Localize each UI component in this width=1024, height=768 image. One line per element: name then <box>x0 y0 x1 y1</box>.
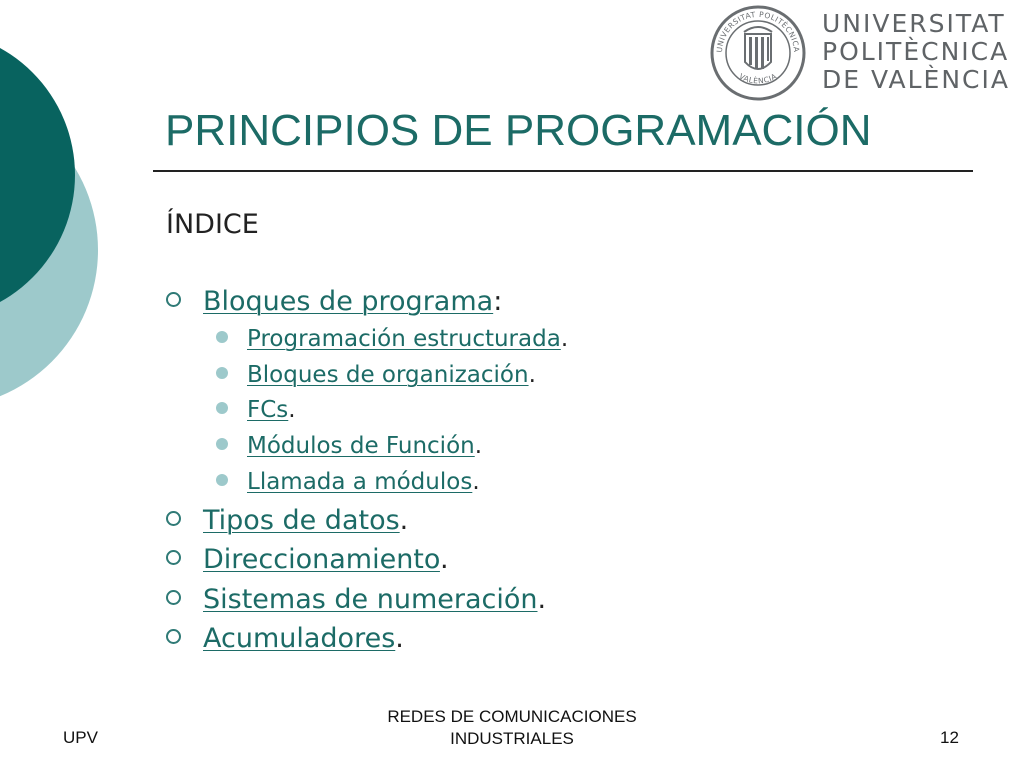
link-direccionamiento[interactable]: Direccionamiento <box>203 544 440 575</box>
ring-bullet-icon <box>166 292 181 307</box>
index-item-bloques-de-programa <box>166 286 502 317</box>
item-suffix: . <box>537 584 547 615</box>
index-item-llamada-a-modulos <box>216 469 480 495</box>
index-item-sistemas-de-numeracion <box>166 584 546 615</box>
footer-course-title-line2: INDUSTRIALES <box>450 729 574 748</box>
dot-bullet-icon <box>216 438 228 450</box>
item-suffix: . <box>560 326 569 352</box>
item-suffix: . <box>399 505 409 536</box>
index-item-modulos-de-funcion <box>216 433 482 459</box>
item-suffix: . <box>288 397 296 423</box>
seal-top-text: UNIVERSITAT POLITÈCNICA <box>714 9 802 53</box>
university-name-line2: POLITÈCNICA <box>822 37 1010 66</box>
decorative-circles <box>0 0 110 410</box>
dot-bullet-icon <box>216 474 228 486</box>
ring-bullet-icon <box>166 590 181 605</box>
link-programacion-estructurada[interactable]: Programación estructurada <box>247 326 561 352</box>
index-item-tipos-de-datos <box>166 505 408 536</box>
index-item-bloques-de-organizacion <box>216 362 536 388</box>
university-name-line1: UNIVERSITAT <box>822 9 1006 38</box>
dot-bullet-icon <box>216 367 228 379</box>
index-item-programacion-estructurada <box>216 326 568 352</box>
page-number: 12 <box>940 728 959 747</box>
footer-course-title <box>362 706 662 750</box>
index-item-fcs <box>216 397 296 423</box>
university-seal-icon <box>708 4 808 102</box>
footer-left-label: UPV <box>63 728 98 747</box>
ring-bullet-icon <box>166 511 181 526</box>
link-llamada-a-modulos[interactable]: Llamada a módulos <box>247 469 473 495</box>
item-suffix: . <box>395 623 404 654</box>
item-suffix: : <box>493 286 503 317</box>
link-tipos-de-datos[interactable]: Tipos de datos <box>203 505 400 536</box>
slide-title: PRINCIPIOS DE PROGRAMACIÓN <box>165 106 872 155</box>
link-bloques-de-programa[interactable]: Bloques de programa <box>203 286 494 317</box>
link-fcs[interactable]: FCs <box>247 397 289 423</box>
link-acumuladores[interactable]: Acumuladores <box>203 623 396 654</box>
university-name <box>822 10 1010 94</box>
link-modulos-de-funcion[interactable]: Módulos de Función <box>247 433 475 459</box>
ring-bullet-icon <box>166 550 181 565</box>
item-suffix: . <box>528 362 536 388</box>
index-item-acumuladores <box>166 623 404 654</box>
seal-bottom-text: VALÈNCIA <box>737 71 779 86</box>
dot-bullet-icon <box>216 402 228 414</box>
footer-course-title-line1: REDES DE COMUNICACIONES <box>387 707 637 726</box>
dot-bullet-icon <box>216 331 228 343</box>
university-name-line3: DE VALÈNCIA <box>822 65 1010 94</box>
title-divider <box>153 170 973 172</box>
index-heading: ÍNDICE <box>166 209 259 240</box>
item-suffix: . <box>472 469 480 495</box>
index-item-direccionamiento <box>166 544 449 575</box>
ring-bullet-icon <box>166 629 181 644</box>
link-sistemas-de-numeracion[interactable]: Sistemas de numeración <box>203 584 538 615</box>
link-bloques-de-organizacion[interactable]: Bloques de organización <box>247 362 529 388</box>
item-suffix: . <box>439 544 449 575</box>
item-suffix: . <box>474 433 483 459</box>
